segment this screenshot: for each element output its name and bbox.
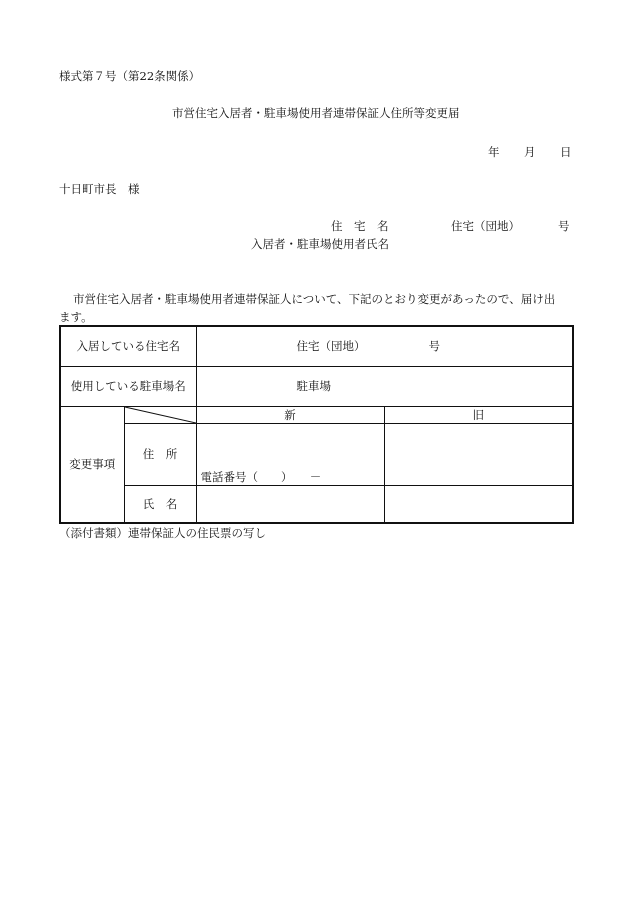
change-items-label: 変更事項	[60, 406, 124, 523]
table-row-header	[60, 406, 573, 423]
table-row-parking	[60, 366, 573, 406]
diagonal-line	[125, 407, 196, 423]
attachment-note: （添付書類）連帯保証人の住民票の写し	[59, 526, 266, 540]
name-old-cell[interactable]	[384, 485, 573, 523]
table-row-house	[60, 326, 573, 366]
house-unit: 号	[558, 219, 570, 233]
house-row-unit: 号	[428, 339, 440, 353]
date-year: 年	[488, 145, 500, 159]
house-row-value-cell[interactable]	[196, 326, 573, 366]
house-name-label: 住 宅 名	[331, 219, 389, 233]
address-old-cell[interactable]	[384, 423, 573, 485]
page-title: 市営住宅入居者・駐車場使用者連帯保証人住所等変更届	[172, 106, 460, 120]
name-new-cell[interactable]	[196, 485, 384, 523]
form-code: 様式第７号（第22条関係）	[59, 69, 201, 83]
address-new-cell[interactable]	[196, 423, 384, 485]
date-day: 日	[560, 145, 572, 159]
name-label: 氏 名	[124, 485, 196, 523]
parking-row-value: 駐車場	[296, 378, 331, 393]
table-row-address	[60, 423, 573, 485]
house-row-label: 入居している住宅名	[60, 326, 196, 366]
applicant-name-label: 入居者・駐車場使用者氏名	[251, 237, 389, 251]
addressee: 十日町市長 様	[59, 182, 140, 196]
phone-label: 電話番号（ ） －	[200, 469, 322, 484]
col-new-header: 新	[196, 406, 384, 423]
parking-row-label: 使用している駐車場名	[60, 366, 196, 406]
address-label: 住 所	[124, 423, 196, 485]
house-row-value: 住宅（団地）	[296, 339, 366, 353]
date-month: 月	[524, 145, 536, 159]
house-name-value: 住宅（団地）	[451, 219, 520, 233]
diagonal-cell	[124, 406, 196, 423]
body-text-line2: ます。	[59, 310, 93, 324]
parking-row-value-cell[interactable]	[196, 366, 573, 406]
col-old-header: 旧	[384, 406, 573, 423]
change-form-table	[59, 325, 574, 524]
table-row-name	[60, 485, 573, 523]
body-text-line1: 市営住宅入居者・駐車場使用者連帯保証人について、下記のとおり変更があったので、届け出	[73, 292, 556, 306]
